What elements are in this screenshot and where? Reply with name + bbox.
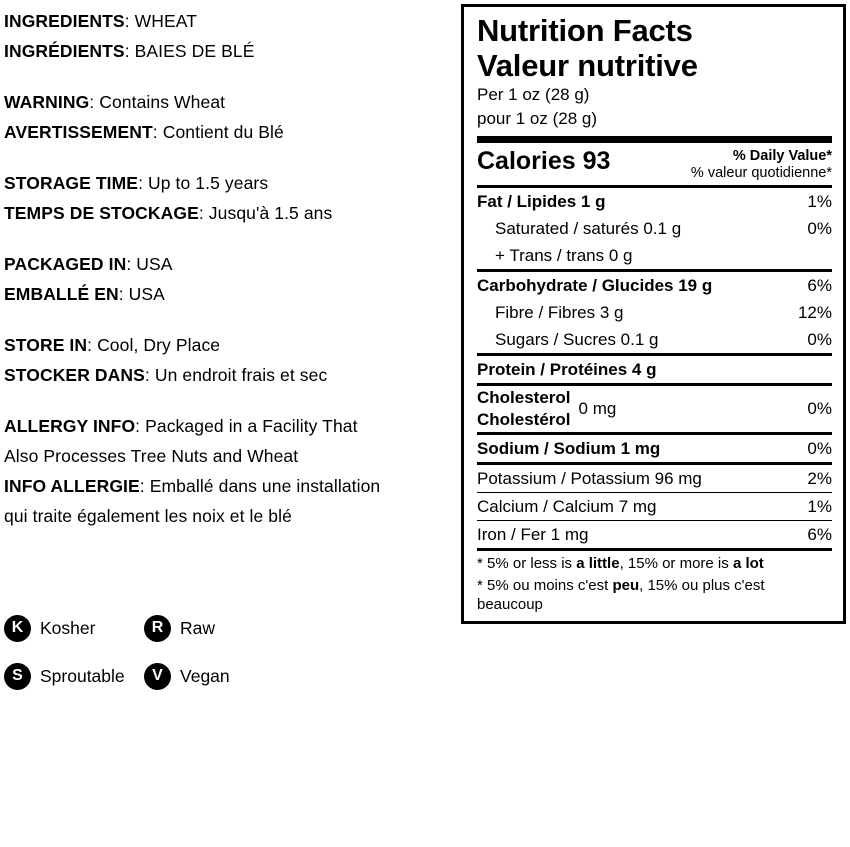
info-line [4, 249, 455, 279]
nutrient-pct: 0% [807, 330, 832, 349]
cholesterol-fr: Cholestérol [477, 410, 571, 429]
info-value: : USA [118, 284, 165, 304]
badge-label: Kosher [40, 617, 96, 638]
footnote-fr-mid: , 15% ou plus c'est [639, 577, 765, 594]
nutrient-name [477, 273, 712, 298]
serving-size-en: Per 1 oz (28 g) [477, 85, 590, 104]
info-label: AVERTISSEMENT [4, 122, 153, 142]
info-line [4, 198, 455, 228]
info-value: : Cool, Dry Place [87, 335, 221, 355]
info-line [4, 279, 455, 309]
nutrient-name-bold: Sodium / Sodium [477, 439, 616, 458]
nutrient-pct: 6% [807, 525, 832, 544]
sproutable-icon: S [4, 663, 31, 690]
info-value: qui traite également les noix et le blé [4, 506, 292, 526]
nutrient-pct: 12% [797, 303, 832, 322]
ingredients-block [4, 6, 455, 66]
nutrient-pct: 0% [807, 439, 832, 458]
info-line [4, 36, 455, 66]
nutrient-row-trans [477, 242, 832, 269]
footnote-en-pre: * 5% or less is [477, 555, 577, 572]
info-label: INFO ALLERGIE [4, 476, 140, 496]
info-label: EMBALLÉ EN [4, 284, 119, 304]
badge-label: Vegan [180, 665, 230, 686]
footnote-fr-pre: * 5% ou moins c'est [477, 577, 613, 594]
info-line [4, 501, 455, 531]
certification-badges [4, 604, 444, 700]
info-line [4, 168, 455, 198]
nutrient-row-sugars [477, 326, 832, 353]
nutrient-amount: 1 g [576, 192, 606, 211]
nutrient-name: Fibre / Fibres 3 g [495, 303, 624, 322]
info-value: : Contient du Blé [152, 122, 284, 142]
nutrition-facts-panel [461, 4, 846, 624]
info-label: INGRÉDIENTS [4, 41, 125, 61]
nutrient-amount: 4 g [627, 360, 657, 379]
info-label: STOCKER DANS [4, 365, 145, 385]
nutrient-row-sodium [477, 435, 832, 462]
info-value: : Emballé dans une installation [139, 476, 381, 496]
calories-label: Calories 93 [477, 147, 611, 175]
packaged-in-block [4, 249, 455, 309]
dv-header-fr: % valeur quotidienne* [690, 165, 832, 181]
nutrient-row-fibre [477, 299, 832, 326]
footnote-fr-emphasis-1: peu [612, 577, 640, 594]
nutrient-name-bold: Protein / Protéines [477, 360, 628, 379]
nutrient-name: Calcium / Calcium 7 mg [477, 497, 657, 516]
info-value: : Packaged in a Facility That [135, 416, 358, 436]
nutrition-title-fr: Valeur nutritive [477, 48, 698, 83]
nutrient-pct: 6% [807, 276, 832, 295]
info-value: : Contains Wheat [89, 92, 226, 112]
nutrient-name [477, 189, 605, 214]
info-value: : WHEAT [124, 11, 198, 31]
nutrient-pct: 1% [807, 497, 832, 516]
badge-raw [144, 615, 215, 642]
badge-label: Raw [180, 617, 216, 638]
badge-kosher [4, 615, 144, 642]
info-label: TEMPS DE STOCKAGE [4, 203, 199, 223]
raw-icon: R [144, 615, 171, 642]
info-value: : Un endroit frais et sec [144, 365, 328, 385]
info-value: : Up to 1.5 years [138, 173, 269, 193]
footnote-en-emphasis-2: a lot [732, 555, 764, 572]
nutrient-pct: 0% [807, 399, 832, 418]
info-label: STORE IN [4, 335, 88, 355]
nutrient-pct: 2% [807, 469, 832, 488]
nutrient-row-potassium [477, 465, 832, 492]
info-line [4, 471, 455, 501]
info-label: ALLERGY INFO [4, 416, 136, 436]
nutrient-name-bold: Fat / Lipides [477, 192, 577, 211]
cholesterol-en: Cholesterol [477, 388, 571, 407]
cholesterol-amount: 0 mg [578, 399, 617, 418]
product-info-column [0, 0, 455, 552]
info-line [4, 360, 455, 390]
info-line [4, 441, 455, 471]
divider-thick [477, 136, 832, 143]
badge-row [4, 652, 444, 700]
nutrient-pct: 0% [807, 219, 832, 238]
nutrient-amount: 19 g [673, 276, 713, 295]
badge-vegan [144, 663, 230, 690]
nutrient-name [477, 436, 660, 461]
info-value: : USA [126, 254, 173, 274]
nutrient-row-calcium [477, 493, 832, 520]
store-in-block [4, 330, 455, 390]
nutrient-row-carbohydrate [477, 272, 832, 299]
info-label: WARNING [4, 92, 90, 112]
dv-header-en: % Daily Value* [732, 148, 832, 164]
nutrient-name: Potassium / Potassium 96 mg [477, 469, 702, 488]
footnote-fr-end: beaucoup [477, 596, 543, 613]
allergy-info-block [4, 411, 455, 531]
nutrient-name [477, 357, 657, 382]
info-line [4, 6, 455, 36]
nutrient-name: Sugars / Sucres 0.1 g [495, 330, 659, 349]
info-label: INGREDIENTS [4, 11, 125, 31]
nutrient-name [477, 387, 571, 431]
badge-label: Sproutable [40, 665, 125, 686]
daily-value-header [691, 146, 832, 182]
info-value: : BAIES DE BLÉ [124, 41, 255, 61]
nutrient-row-protein [477, 356, 832, 383]
calories-row [477, 143, 832, 185]
info-label: PACKAGED IN [4, 254, 127, 274]
nutrient-name-bold: Carbohydrate / Glucides [477, 276, 674, 295]
info-value: Also Processes Tree Nuts and Wheat [4, 446, 299, 466]
nutrient-row-cholesterol [477, 386, 832, 432]
footnote-en-mid: , 15% or more is [619, 555, 733, 572]
footnote-en-emphasis-1: a little [576, 555, 620, 572]
nutrient-row-fat [477, 188, 832, 215]
info-label: STORAGE TIME [4, 173, 139, 193]
vegan-icon: V [144, 663, 171, 690]
info-line [4, 117, 455, 147]
footnote-fr [477, 573, 832, 614]
nutrient-row-iron [477, 521, 832, 548]
nutrition-title-en: Nutrition Facts [477, 13, 693, 48]
storage-time-block [4, 168, 455, 228]
nutrient-name: Saturated / saturés 0.1 g [495, 219, 682, 238]
serving-size-fr: pour 1 oz (28 g) [477, 109, 598, 128]
info-line [4, 330, 455, 360]
info-line [4, 411, 455, 441]
nutrient-pct: 1% [807, 192, 832, 211]
badge-row [4, 604, 444, 652]
kosher-icon: K [4, 615, 31, 642]
info-line [4, 87, 455, 117]
nutrient-name: + Trans / trans 0 g [495, 246, 633, 265]
info-value: : Jusqu'à 1.5 ans [198, 203, 333, 223]
nutrient-name: Iron / Fer 1 mg [477, 525, 589, 544]
nutrient-row-saturated [477, 215, 832, 242]
nutrient-amount: 1 mg [615, 439, 661, 458]
badge-sproutable [4, 663, 144, 690]
footnote-en [477, 551, 832, 573]
warning-block [4, 87, 455, 147]
